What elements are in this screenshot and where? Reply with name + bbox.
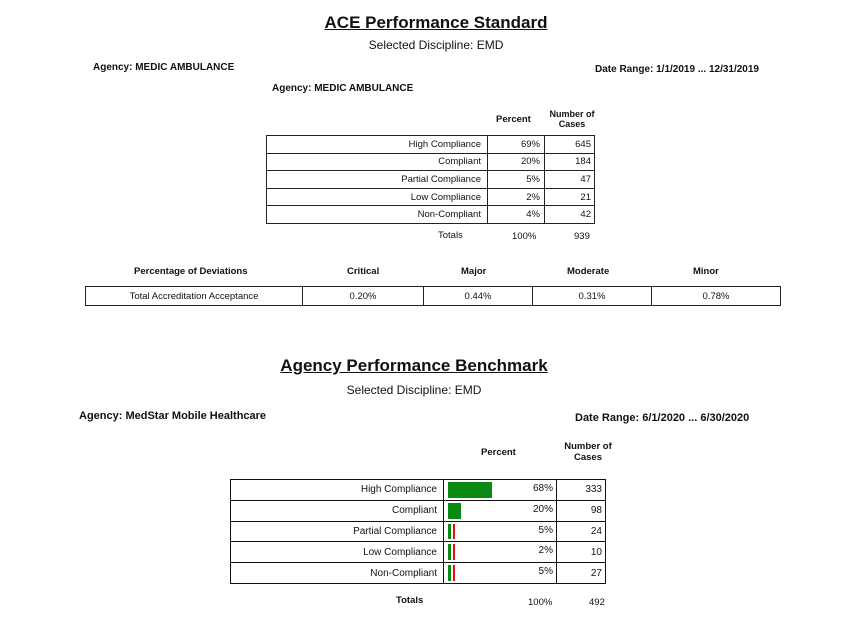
benchmark-bar <box>448 482 492 498</box>
table-row <box>231 563 606 584</box>
deviations-row-label: Total Accreditation Acceptance <box>86 287 303 306</box>
benchmark-row-percent: 5% <box>538 524 553 536</box>
ace-compliance-table <box>266 135 595 224</box>
benchmark-row-cases: 98 <box>557 500 606 521</box>
ace-row-cases: 184 <box>545 153 595 171</box>
benchmark-title: Agency Performance Benchmark <box>280 356 548 375</box>
benchmark-bar <box>448 565 451 581</box>
benchmark-row-cases: 10 <box>557 542 606 563</box>
ace-row-percent: 5% <box>488 171 545 189</box>
ace-totals-percent: 100% <box>512 231 537 242</box>
benchmark-bar <box>448 544 451 560</box>
ace-col-percent: Percent <box>496 114 531 125</box>
deviations-col-moderate: Moderate <box>567 266 610 277</box>
table-row <box>231 500 606 521</box>
benchmark-row-bar-cell <box>444 480 557 501</box>
table-row <box>231 521 606 542</box>
benchmark-row-label: High Compliance <box>231 480 444 501</box>
benchmark-threshold-marker <box>453 524 455 540</box>
benchmark-compliance-table <box>230 479 606 584</box>
ace-totals-cases: 939 <box>574 231 590 242</box>
benchmark-row-bar-cell <box>444 500 557 521</box>
ace-row-percent: 69% <box>488 136 545 154</box>
benchmark-date-range: Date Range: 6/1/2020 ... 6/30/2020 <box>575 412 750 424</box>
table-row <box>231 542 606 563</box>
benchmark-row-bar-cell <box>444 521 557 542</box>
benchmark-totals-cases: 492 <box>589 597 605 608</box>
ace-row-cases: 42 <box>545 206 595 224</box>
benchmark-agency: Agency: MedStar Mobile Healthcare <box>79 410 267 422</box>
benchmark-row-percent: 2% <box>538 545 553 557</box>
ace-col-cases <box>543 109 601 129</box>
benchmark-row-bar-cell <box>444 542 557 563</box>
ace-row-label: Partial Compliance <box>267 171 488 189</box>
benchmark-totals-percent: 100% <box>528 597 553 608</box>
benchmark-subtitle: Selected Discipline: EMD <box>346 383 482 397</box>
ace-title: ACE Performance Standard <box>324 13 548 32</box>
table-row <box>267 171 595 189</box>
benchmark-row-label: Non-Compliant <box>231 563 444 584</box>
deviations-value-minor: 0.78% <box>652 287 781 306</box>
ace-row-cases: 645 <box>545 136 595 154</box>
benchmark-bar <box>448 524 451 540</box>
ace-row-cases: 21 <box>545 188 595 206</box>
benchmark-row-cases: 27 <box>557 563 606 584</box>
benchmark-col-cases-line2: Cases <box>574 452 602 463</box>
ace-row-label: Compliant <box>267 153 488 171</box>
ace-subtitle: Selected Discipline: EMD <box>368 38 504 52</box>
deviations-col-major: Major <box>461 266 487 277</box>
ace-agency-inner: Agency: MEDIC AMBULANCE <box>272 83 414 94</box>
table-row <box>267 136 595 154</box>
benchmark-row-label: Partial Compliance <box>231 521 444 542</box>
benchmark-threshold-marker <box>453 565 455 581</box>
table-row <box>231 480 606 501</box>
ace-row-label: High Compliance <box>267 136 488 154</box>
ace-agency-header: Agency: MEDIC AMBULANCE <box>93 62 235 73</box>
benchmark-threshold-marker <box>453 544 455 560</box>
ace-row-percent: 4% <box>488 206 545 224</box>
benchmark-row-cases: 333 <box>557 480 606 501</box>
ace-row-cases: 47 <box>545 171 595 189</box>
ace-totals-label: Totals <box>438 230 463 241</box>
benchmark-col-cases-line1: Number of <box>564 441 612 452</box>
ace-date-range: Date Range: 1/1/2019 ... 12/31/2019 <box>595 64 759 75</box>
table-row <box>86 287 781 306</box>
benchmark-row-label: Low Compliance <box>231 542 444 563</box>
table-row <box>267 153 595 171</box>
benchmark-row-percent: 5% <box>538 566 553 578</box>
table-row <box>267 206 595 224</box>
deviations-header: Percentage of Deviations <box>134 266 248 277</box>
ace-row-percent: 20% <box>488 153 545 171</box>
benchmark-row-percent: 20% <box>532 503 553 515</box>
deviations-value-critical: 0.20% <box>303 287 424 306</box>
deviations-col-minor: Minor <box>693 266 719 277</box>
benchmark-row-percent: 68% <box>532 483 553 494</box>
ace-col-cases-line2: Cases <box>558 119 586 129</box>
benchmark-col-percent: Percent <box>481 447 516 458</box>
benchmark-totals-label: Totals <box>396 595 424 606</box>
ace-row-percent: 2% <box>488 188 545 206</box>
ace-row-label: Low Compliance <box>267 188 488 206</box>
benchmark-row-label: Compliant <box>231 500 444 521</box>
benchmark-row-bar-cell <box>444 563 557 584</box>
deviations-value-major: 0.44% <box>424 287 533 306</box>
deviations-col-critical: Critical <box>347 266 380 277</box>
table-row <box>267 188 595 206</box>
ace-row-label: Non-Compliant <box>267 206 488 224</box>
benchmark-row-cases: 24 <box>557 521 606 542</box>
ace-col-cases-line1: Number of <box>549 109 595 119</box>
benchmark-bar <box>448 503 461 519</box>
deviations-table <box>85 286 781 306</box>
benchmark-col-cases <box>558 441 618 463</box>
deviations-value-moderate: 0.31% <box>533 287 652 306</box>
